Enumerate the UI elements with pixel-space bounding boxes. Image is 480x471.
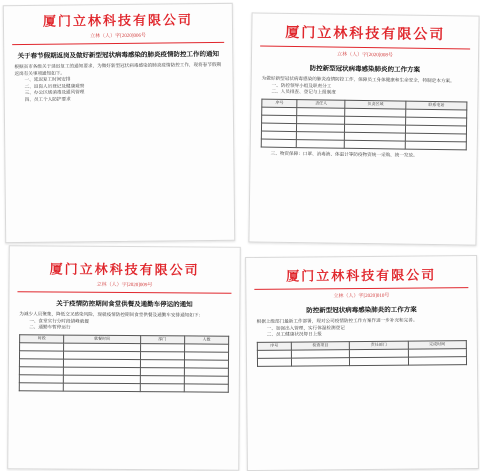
paragraph: 一、加强出入管理，实行体温检测登记 [266,324,345,331]
company-header: 厦门立林科技有限公司 [42,12,194,29]
paragraph: 四、员工个人防护要求 [24,96,71,102]
document-page-3 [7,245,241,471]
document-number: 立林（人）字[2020]006号 [90,33,147,40]
paragraph: 根据省市各级关于延迟复工的通知要求，为做好新型冠状病毒感染的肺炎疫情防控工作，现将春节假期返岗有关事项通知如下。 [14,61,222,76]
red-divider-line [12,42,224,45]
table-header-cell: 就餐时间 [64,335,140,344]
paragraph: 二、员工健康状况每日上报 [266,331,322,338]
table-header-cell: 部门 [140,335,184,343]
table-header-cell: 责任人 [297,99,345,108]
paragraph: 一、食堂实行分时段错峰就餐 [29,317,90,324]
document-number: 立林（人）字[2020]009号 [96,282,153,289]
document-page-4 [245,255,479,471]
paragraph: 一、防控领导小组及职责分工 [271,82,332,89]
document-number: 立林（人）字[2020]010号 [333,293,390,300]
document-page-1 [3,3,235,243]
paragraph: 二、返岗人员登记及健康观察 [24,83,85,89]
table-header-cell: 时段 [20,335,64,343]
paragraph: 二、通勤车暂停运行 [29,324,71,330]
table-header-cell: 序号 [262,99,297,107]
paragraph: 三、办公区域消毒及通风管理 [24,89,85,96]
paragraph: 三、物资保障：口罩、消毒液、体温计等防疫物资统一采购、统一发放。 [270,150,418,158]
checklist-table [257,340,467,367]
paragraph: 为减少人员聚集，降低交叉感染风险，现就疫情防控期间食堂供餐及通勤车安排通知如下： [19,311,204,318]
document-title: 关于疫情防控期间食堂供餐及通勤车停运的通知 [56,300,193,309]
red-divider-line [260,46,470,50]
responsibility-table [261,98,468,150]
document-title: 防控新型冠状病毒感染肺炎的工作方案 [306,306,417,315]
table-header-cell: 完成时间 [408,340,466,349]
table-header-cell: 人数 [184,336,228,344]
paragraph: 一、延迟复工时间安排 [24,76,71,83]
table-header-cell: 责任部门 [349,341,407,350]
table-header-cell: 检查项目 [291,341,349,350]
table-header-cell: 联系电话 [406,101,467,110]
table-row [257,356,466,366]
document-title: 关于春节假期返岗及做好新型冠状病毒感染的肺炎疫情防控工作的通知 [17,50,220,61]
table-header-cell: 负责区域 [345,100,406,109]
company-header: 厦门立林科技有限公司 [286,267,437,284]
table-row [19,383,228,392]
document-number: 立林（人）字[2020]008号 [337,52,393,59]
document-page-2 [248,12,479,245]
company-header: 厦门立林科技有限公司 [49,261,200,278]
red-divider-line [254,287,468,290]
paragraph: 二、人员排查、登记与上报制度 [271,88,336,95]
table-header-cell: 序号 [257,342,291,350]
document-title: 防控新型冠状病毒感染肺炎的工作方案 [309,65,421,74]
paragraph: 根据上级部门最新工作部署，现对公司疫情防控工作方案作进一步补充和完善。 [256,317,418,324]
table-row [261,139,466,150]
company-header: 厦门立林科技有限公司 [285,25,446,44]
red-divider-line [17,291,231,293]
meal-schedule-table [19,334,229,392]
paragraph: 为做好新型冠状病毒感染的肺炎疫情防控工作，保障员工身体健康和生命安全，特制定本方案。 [261,75,455,84]
